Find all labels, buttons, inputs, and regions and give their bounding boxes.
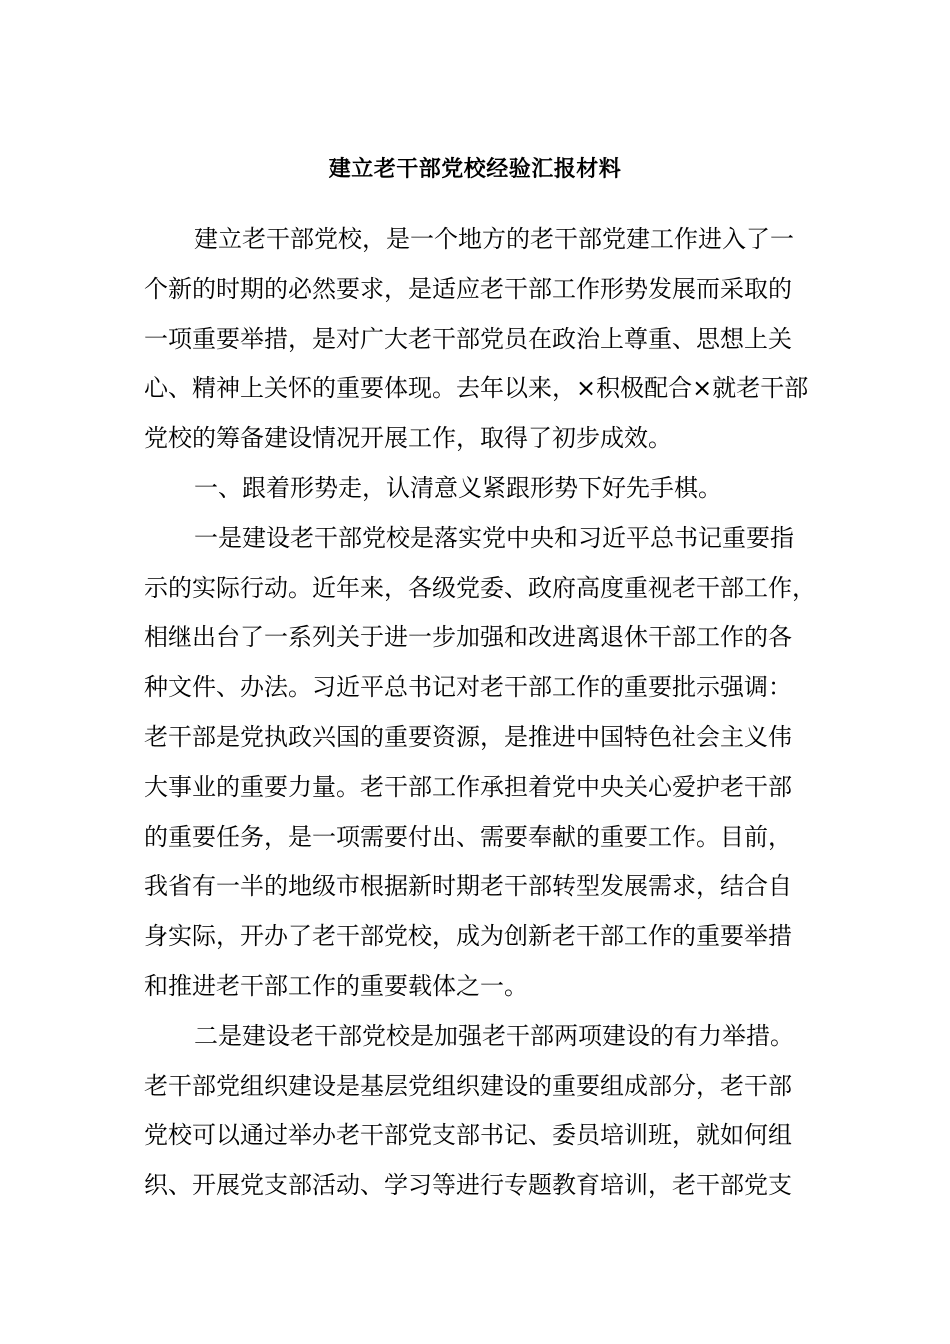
paragraph-line: 和推进老干部工作的重要载体之一。 — [144, 971, 528, 1000]
paragraph-line: 相继出台了一系列关于进一步加强和改进离退休干部工作的各 — [144, 623, 792, 652]
paragraph-line: 种文件、办法。习近平总书记对老干部工作的重要批示强调： — [144, 673, 792, 702]
document-title: 建立老干部党校经验汇报材料 — [328, 157, 622, 182]
paragraph-line: 一是建设老干部党校是落实党中央和习近平总书记重要指 — [194, 523, 794, 552]
paragraph-line: 示的实际行动。近年来，各级党委、政府高度重视老干部工作， — [144, 573, 816, 602]
document-body — [144, 215, 816, 1211]
section-heading: 一、跟着形势走，认清意义紧跟形势下好先手棋。 — [194, 473, 722, 502]
paragraph-line: 织、开展党支部活动、学习等进行专题教育培训，老干部党支 — [144, 1171, 792, 1200]
paragraph-line: 身实际，开办了老干部党校，成为创新老干部工作的重要举措 — [144, 922, 792, 951]
paragraph-line: 党校可以通过举办老干部党支部书记、委员培训班，就如何组 — [144, 1121, 792, 1150]
paragraph-line: 我省有一半的地级市根据新时期老干部转型发展需求，结合自 — [144, 872, 792, 901]
paragraph-line: 的重要任务，是一项需要付出、需要奉献的重要工作。目前， — [144, 822, 792, 851]
paragraph-line: 心、精神上关怀的重要体现。去年以来，×积极配合×就老干部 — [144, 374, 809, 403]
paragraph-line: 老干部是党执政兴国的重要资源，是推进中国特色社会主义伟 — [144, 722, 792, 751]
paragraph-line: 一项重要举措，是对广大老干部党员在政治上尊重、思想上关 — [144, 324, 792, 353]
paragraph-line: 二是建设老干部党校是加强老干部两项建设的有力举措。 — [194, 1021, 794, 1050]
paragraph-line: 老干部党组织建设是基层党组织建设的重要组成部分，老干部 — [144, 1071, 792, 1100]
paragraph-line: 大事业的重要力量。老干部工作承担着党中央关心爱护老干部 — [144, 772, 792, 801]
paragraph-line: 建立老干部党校，是一个地方的老干部党建工作进入了一 — [194, 225, 794, 253]
paragraph-line: 个新的时期的必然要求，是适应老干部工作形势发展而采取的 — [144, 274, 792, 303]
paragraph-line: 党校的筹备建设情况开展工作，取得了初步成效。 — [144, 424, 672, 453]
